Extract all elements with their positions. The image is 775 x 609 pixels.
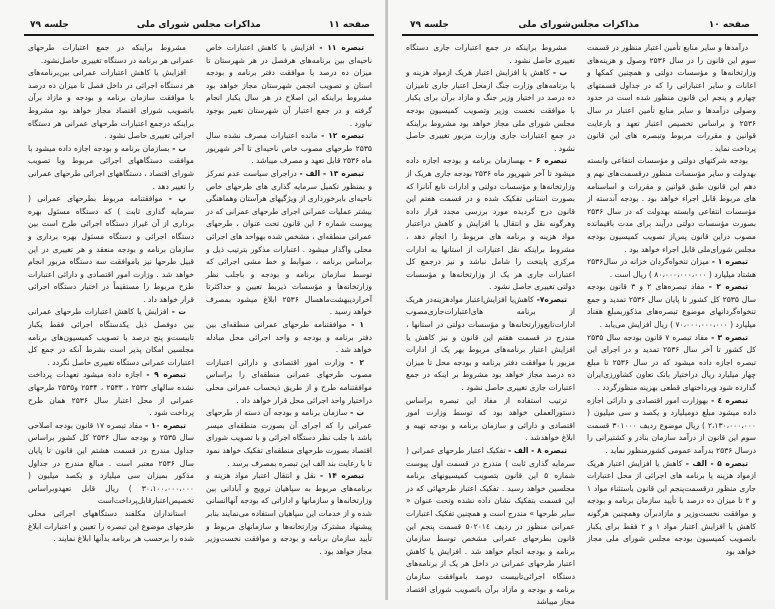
paragraph: تبصره ۱۲ - مانده اعتبارات مصرف نشده سال ۲۵۳۵ طرحهای مصوب خاص ناحیه‌ای تا آخر شهریور ماه ۲۵۳۶ قابل تعهد و مصرف میباشد . bbox=[206, 131, 372, 166]
paragraph: درآمدها و سایر منابع تأمین اعتبار منظور در قسمت سوم این قانون را در سال ۲۵۳۶ وصول و هزینه‌های وزارتخانه‌ها و مؤسسات دولتی و همچنین کمکها و اعانات و سایر اعتباراتی را که در جداول قسمتهای چهارم و پنجم این قانون منظور شده است در حدود وصولی درآمدها و سایر منابع تأمین اعتبار در سال ۲۵۳۶ و براساس تخصیص اعتبار تعهد و بارعایت قوانین و مقررات مربوط وتبصره های این قانون پرداخت نماید . bbox=[587, 43, 756, 153]
page-header bbox=[30, 16, 370, 34]
page-11 bbox=[0, 0, 386, 600]
paragraph: استانداران مکلفند دستگاههای اجرائی محلی طرحهای موضوع این تبصره را تعیین و اعتبارات ابلاغ شده را برحسب هر برنامه بدآنها ابلاغ نمایند . bbox=[28, 508, 194, 544]
paragraph: ۱ - موافقتنامه طرحهای عمرانی منطقه‌ای بین دفتر برنامه و بودجه و واحد اجرائی محل مبادله خواهد شد . bbox=[206, 320, 372, 355]
paragraph: ۲ - وزارت امور اقتصادی و دارائی اعتبارات مصوب طرحهای عمرانی منطقه‌ای را براساس موافقتنامه طرح و از طریق ذیحساب عمرانی محلی دراختیار واحد اجرائی محل قرار خواهد داد . bbox=[206, 357, 372, 405]
paragraph: ترتیب استفاده از مفاد این تبصره براساس دستورالعملی خواهد بود که توسط وزارت امور اقتصادی و دارائی و سازمان برنامه و بودجه تهیه و ابلاغ خواهدشد . bbox=[406, 395, 575, 443]
publication-title: مذاکرات مجلس شورای ملی bbox=[136, 20, 261, 30]
paragraph: تبصره ۹ - اجازه داده میشود تعهدات پرداخت نشده سالهای ۲۵۳۲ ، ۲۵۳۳ ، ۲۵۳۴ و۲۵۳۵ طرحهای عمرانی از محل اعتبار سال ۲۵۳۶ همان طرح پرداخت شود . bbox=[28, 370, 195, 418]
column-right bbox=[587, 42, 756, 609]
session-number: جلسه ۷۹ bbox=[410, 20, 449, 30]
paragraph: بودجه شرکتهای دولتی و مؤسسات انتفاعی وابسته بهدولت و سایر مؤسسات منظور درقسمت‌های نهم و دهم این قانون طبق قوانین و مقررات و اساسنامه های مربوط قابل اجراء خواهد بود . بودجه آندسته از مؤسسات انتفاعی وابسته بهدولت که در سال ۲۵۳۶ بصورت مؤسسات دولتی درآیند برای مدت باقیمانده مصوب دراین قانون پس‌از تصویب کمیسیون بودجه مجلس شورای‌ملی قابل اجراء خواهد بود . bbox=[587, 156, 756, 254]
publication-title: مذاکرات مجلس‌شورای ملی bbox=[518, 20, 640, 30]
paragraph: تبصره ۵ - الف - کاهش یا افزایش اعتبار هریک ازمواد هزینه یا برنامه های اجرائی از محل اعتبارات جاری منظور درقسمت‌پنجم این قانون باستثناء مواد ۱ و ۲ تا میزان ده درصد با تأیید سازمان برنامه و بودجه و موافقت نخست‌وزیر و مازادبرآن وهمچنین هرگونه کاهش یا افزایش اعتبار مواد ۱ و ۲ فقط برای یکبار باتصویب کمیسیون بودجه مجلس شورای ملی مجاز خواهد بود bbox=[587, 458, 757, 556]
text-columns bbox=[28, 42, 372, 558]
paragraph: تبصره ۶ - بهسازمان برنامه و بودجه اجازه داده میشود تا آخر شهریور ماه ۲۵۳۶ بودجه جاری هریک از وزارتخانه‌ها و مؤسسات دولتی و ادارات تابع آنانرا که بصورت استانی تفکیک شده و در قسمت هفتم این قانون درج گردیده مورد بررسی مجدد قرار داده وهرگونه نقل و انتقال یا افزایش و کاهش دراعتبار مواد هزینه و برنامه های مربوط را انجام دهد ، مشروط براینکه نقل اعتبارات از استانها به ادارات مرکزی پایتخت را شامل نباشد و نیز درجمع کل اعتبارات جاری هر یک از وزارتخانه‌ها و مؤسسات دولتی تغییری حاصل نشود . bbox=[406, 156, 576, 292]
paragraph: پ - موافقتنامه مربوط بطرحهای عمرانی ( سرمایه گذاری ثابت ) که دستگاه مسئول بهره برداری از آن غیراز دستگاه اجرائی طرح است بین دستگاه اجرائی و دستگاه مسئول بهره برداری و سازمان برنامه و بودجه منعقد و هر تغییری در این قبیل طرحها نیز باموافقت سه دستگاه مزبور انجام خواهد شد . وزارت امور اقتصادی و دارائی اعتبارات طرح مربوط را مستقیماً در اختیار دستگاه اجرائی قرار خواهد داد . bbox=[28, 194, 194, 304]
paragraph: تبصره ۳ - مفاد تبصره ۷ قانون بودجه سال ۲۵۳۵ کل کشور تا آخر سال ۲۵۳۶ تمدید و در اجرای این تبصره اجازه داده میشود که در سال ۲۵۳۶ تا مبلغ چهار میلیارد ریال دراختیار بانک تعاون کشاورزی‌ایران گذارده شود وپرداختهای قطعی بهزینه منظورگردد . bbox=[587, 332, 756, 393]
column-right bbox=[206, 42, 372, 558]
paragraph: تبصره ۱ - میزان تنخواه‌گردان خزانه در سال۲۵۳۶ هشتاد میلیارد ( ۸۰،۰۰۰،۰۰۰،۰۰۰ ) ریال است . bbox=[587, 257, 756, 279]
page-number: صفحه ۱۱ bbox=[328, 20, 370, 30]
paragraph: تبصره ۸ - الف - تفکیک اعتبار طرحهای عمرانی ( سرمایه گذاری ثابت ) مندرج در قسمت اول پیوست شماره ۵ این قانون بتصویب کمیسیونهای برنامه مجلسین خواهد رسید . تفکیک اعتبار طرحهائی که در این قسمت بتفکیک نشان داده نشده وتحت عنوان « سایر طرحها » مندرج است و همچنین تفکیک اعتبارات عمرانی منظور در ردیف ۵۰۲۰۱٤ قسمت پنجم این قانون بطرحهای عمرانی مشخص توسط سازمان برنامه و بودجه انجام خواهد شد . افزایش یا کاهش اعتبار طرحهای عمرانی در داخل هر یک از برنامه‌های دستگاه اجرائی‌تابیست دوصد باموافقت سازمان برنامه و بودجه و مازاد برآن باتصویب شورای اقتصاد مجاز میباشد bbox=[406, 446, 575, 607]
paragraph: تبصره ۱۳ - الف - دراجرای سیاست عدم تمرکز و بمنظور تکمیل سرمایه گذاری های طرحهای خاص ناحیه‌ای بابرخورداری از ویژگیهای هرآستان وهماهنگی بیشتر عملیات عمرانی اجرای طرحهای عمرانی که در پیوست شماره ۶ این قانون تحت عنوان ، طرحهای عمرانی منطقه‌ای ، مشخص شده بهواحد های اجرائی محلی واگذار میشود . اعتبارات مذکور بترتیب ذیل و براساس برنامه ، ضوابط و خط مشی اجرائی که توسط سازمان برنامه و بودجه و باجلب نظر وزارتخانه‌ها و مؤسسات ذیربط تعیین و حداکثرتا آخراردیبهشت‌ماهسال ۲۵۳۶ ابلاغ میشود بمصرف خواهد رسید . bbox=[206, 168, 372, 317]
column-left bbox=[406, 42, 575, 609]
text-columns bbox=[406, 42, 756, 609]
page-10 bbox=[388, 0, 775, 607]
paragraph: تبصره ۱۴ - نقل و انتقال اعتبار مواد هزینه و برنامه‌های مربوط به سپاهیان ترویج و آبادانی بین وزارتخانه‌ها و سازمانها و اداراتی که بودجه آنهاانسانی شده و از خدمات این سپاهیان استفاده می‌نمایند بنابر پیشنهاد مشترک وزارتخانه‌ها و سازمانهای مربوط و تأیید سازمان برنامه و بودجه و موافقت نخست‌وزیر مجاز خواهد بود . bbox=[206, 471, 372, 556]
paragraph: تبصره۷- کاهش‌یا افزایش‌اعتبار موادهزینه‌در هریک از برنامه های‌اعتبارات‌جاری‌مصوب ادارات‌تابع‌وزارتخانه‌ها و مؤسسات دولتی در استانها ، مندرج در قسمت هفتم این قانون و نیز کاهش یا افزایش اعتبار برنامه‌های مربوط بهر یک از ادارات مزبور با موافقت دفتر برنامه و بودجه محل تا میزان ده درصد مجاز خواهد بود مشروط بر اینکه در جمع اعتبارات جاری تغییری حاصل نشود . bbox=[406, 294, 575, 393]
paragraph: مشروط براینکه در جمع اعتبارات جاری دستگاه تغییری حاصل نشود . bbox=[406, 43, 575, 65]
header-rule bbox=[402, 34, 758, 36]
paragraph: تبصره ۲ - مفاد تبصره‌های ۲ و ۳ قانون بودجه سال ۲۵۳۵ کل کشور تا پایان سال ۲۵۳۶ تمدید و جمع تنخواه‌گردانهای موضوع تبصره‌های مذکوربمبلغ هفتاد میلیارد ( ۷۰،۰۰۰،۰۰۰،۰۰۰ ) ریال افزایش می‌یابد . bbox=[587, 282, 756, 330]
paragraph: تبصره ۱۰ - مفاد تبصره ۱۷ قانون بودجه اصلاحی سال ۲۵۳۵ و بودجه سال ۲۵۳۶ کل کشور براساس جداول مندرج در قسمت هشتم این قانون تا پایان سال ۲۵۳۶ معتبر است . مبالغ مندرج در جداول مذکور بمیزان سی میلیارد و یکصد میلیون ( ۳۰،۱۰۰،۰۰۰،۰۰۰ ) ریال قابل تعهدوبراساس تخصیص‌اعتبارقابل‌پرداخت‌است bbox=[28, 420, 195, 506]
paragraph: ت - افزایش یا کاهش اعتبارات طرحهای عمرانی بین دوفصل ذیل یکدستگاه اجرائی فقط یکبار تابیست‌و پنج درصد با تصویب کمیسیون‌های برنامه مجلسین امکان پذیر است بشرط آنکه در جمع کل اعتبارات عمرانی دستگاه تغییری حاصل نگردد . bbox=[28, 307, 194, 367]
column-left bbox=[28, 42, 194, 558]
page-header bbox=[410, 16, 750, 34]
paragraph: ب - کاهش یا افزایش اعتبار هریک ازمواد هزینه و یا برنامه‌های وزارت جنگ ازمحل اعتبار جاری تامیزان ده درصد در اختیار وزیر جنگ و مازاد برآن برای یکبار با موافقت نخست وزیر وتصویب کمیسیون بودجه مجلس شورای ملی مجاز خواهد بود مشروط براینکه در جمع اعتبارات جاری وزارت مزبور تغییری حاصل نشود . bbox=[406, 68, 575, 153]
paragraph: افزایش یا کاهش اعتبارات عمرانی بین‌برنامه‌های هر دستگاه اجرائی در داخل فصل تا میزان ده درصد با موافقت سازمان برنامه و بودجه و مازاد برآن باتصویب شورای اقتصاد مجاز خواهد بود مشروط براینکه درجمع اعتبارات طرحهای عمرانی هر دستگاه اجرائی تغییری حاصل نشود . bbox=[28, 68, 194, 141]
header-rule bbox=[24, 34, 374, 36]
page-number: صفحه ۱۰ bbox=[708, 20, 750, 30]
paragraph: ب - بسازمان برنامه و بودجه اجازه داده میشود با موافقت دستگاههای اجرائی مربوط وبا تصویب شورای اقتصاد ، دستگاههای اجرائی طرحهای عمرانی را تغییر دهد . bbox=[28, 143, 194, 191]
paragraph: تبصره ٤ - بهوزارت امور اقتصادی و دارائی اجازه داده میشود مبلغ دومیلیارد و یکصد و سی میلیون ( ۲،۱۳۰،۰۰۰،۰۰۰ ) ریال موضوع ردیف ۳۰۱۰۰۰ قسمت سوم این قانون از درآمد سازمان بنادر و کشتیرانی را درسال ۲۵۳۶ بدرآمد عمومی کشورمنظور نماید . bbox=[587, 395, 757, 455]
paragraph: تبصره ۱۱ - افزایش یا کاهش اعتبارات خاص ناحیه‌ای بین برنامه‌های هرفصل در هر شهرستان تا میزان ده درصد با موافقت دفتر برنامه و بودجه استان و تصویب انجمن شهرستان مجاز خواهد بود مشروط براینکه این اصلاح در هر سال یکبار انجام گرفته و در جمع اعتبار آن شهرستان تغییر بوجود نیاورد . bbox=[206, 43, 372, 128]
paragraph: ب - سازمان برنامه و بودجه آن دسته از طرحهای عمرانی را که اجرای آن بصورت منطقه‌ای میسر باشد با جلب نظر دستگاه اجرائی و با تصویب شورای اقتصاد بصورت طرحهای منطقه‌ای تفکیک خواهد نمود تا با رعایت بند الف این تبصره بمصرف برسد . bbox=[206, 408, 372, 468]
paragraph: مشروط براینکه در جمع اعتبارات طرحهای عمرانی هر برنامه در دستگاه تغییری حاصل‌نشود. bbox=[28, 43, 194, 65]
session-number: جلسه ۷۹ bbox=[30, 20, 69, 30]
